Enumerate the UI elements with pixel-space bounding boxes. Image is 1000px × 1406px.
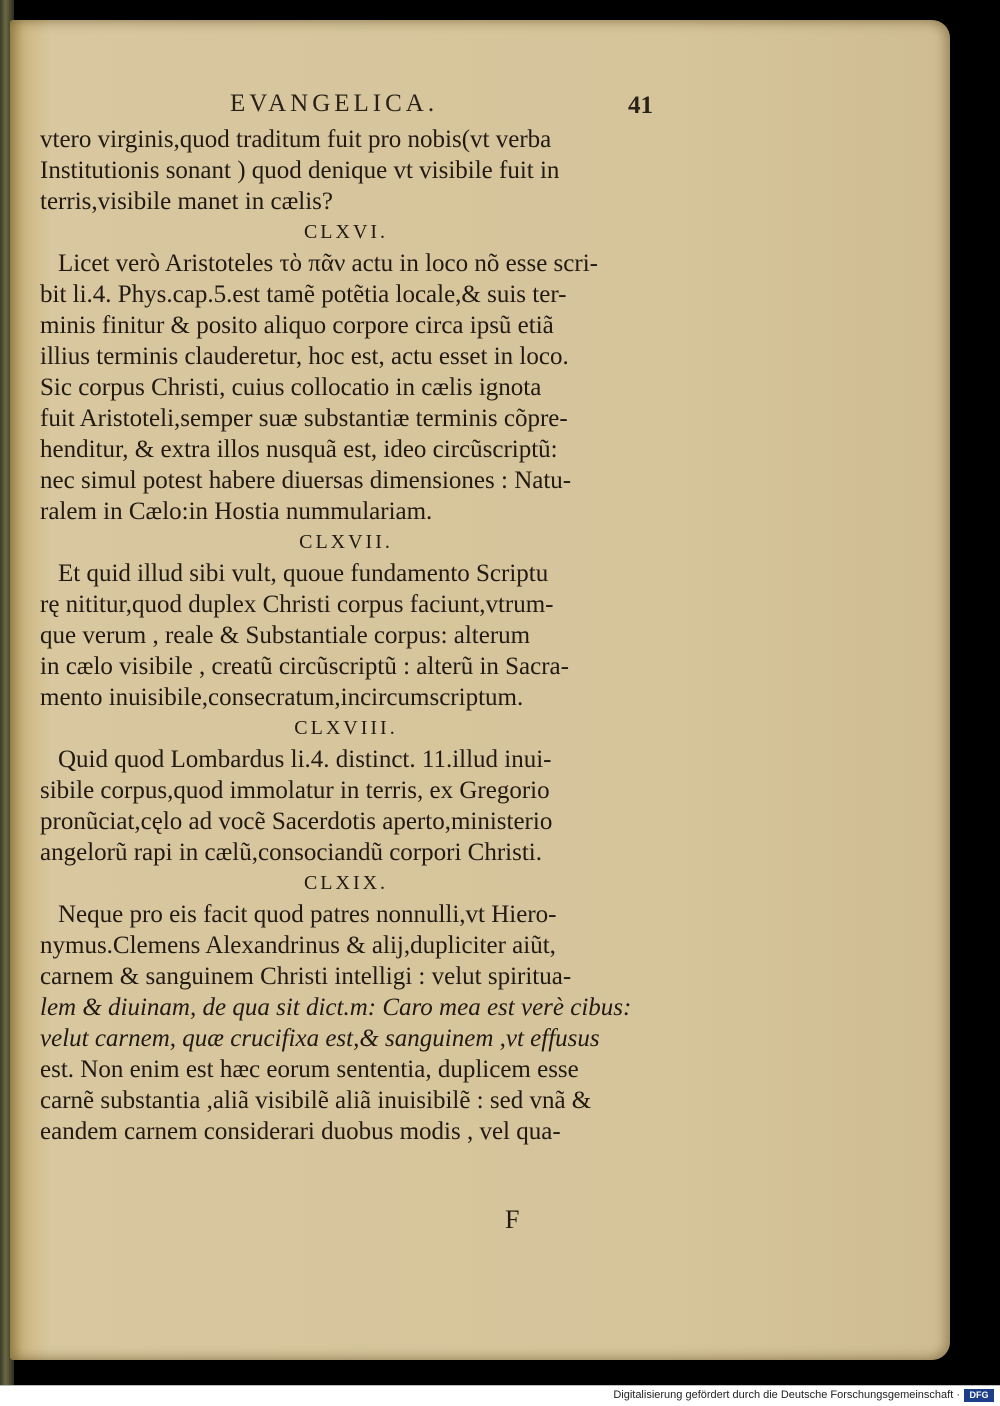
text-line: angelorũ rapi in cælũ,consociandũ corpori Christi.	[40, 839, 542, 866]
text-line: fuit Aristoteli,semper suæ substantiæ terminis cõpre-	[40, 405, 568, 432]
text-line: eandem carnem considerari duobus modis , vel qua-	[40, 1118, 561, 1145]
section-number: CLXVII.	[299, 531, 393, 553]
text-line: Quid quod Lombardus li.4. distinct. 11.illud inui-	[58, 746, 552, 773]
text-line: illius terminis clauderetur, hoc est, actu esset in loco.	[40, 343, 569, 370]
text-line: Neque pro eis facit quod patres nonnulli,vt Hiero-	[58, 901, 557, 928]
text-line: rę nititur,quod duplex Christi corpus faciunt,vtrum-	[40, 591, 554, 618]
text-line: Sic corpus Christi, cuius collocatio in cælis ignota	[40, 374, 542, 401]
running-head: EVANGELICA.	[230, 90, 439, 117]
text-line: ralem in Cælo:in Hostia nummulariam.	[40, 498, 433, 525]
text-line: in cælo visibile , creatũ circũscriptũ : alterũ in Sacra-	[40, 653, 569, 680]
text-line: que verum , reale & Substantiale corpus: alterum	[40, 622, 531, 649]
page-number: 41	[628, 92, 653, 119]
text-line: carnem & sanguinem Christi intelligi : velut spiritua-	[40, 963, 572, 990]
text-line: nec simul potest habere diuersas dimensiones : Natu-	[40, 467, 572, 494]
text-line: est. Non enim est hæc eorum sententia, duplicem esse	[40, 1056, 579, 1083]
text-line: minis finitur & posito aliquo corpore circa ipsũ etiã	[40, 312, 554, 339]
text-line: vtero virginis,quod traditum fuit pro nobis(vt verba	[40, 126, 552, 153]
text-line: henditur, & extra illos nusquã est, ideo circũscriptũ:	[40, 436, 558, 463]
section-number: CLXVI.	[303, 221, 389, 243]
dfg-logo-icon: DFG	[964, 1389, 994, 1402]
text-line: velut carnem, quæ crucifixa est,& sanguinem ,vt effusus	[40, 1025, 600, 1052]
text-line: Et quid illud sibi vult, quoue fundamento Scriptu	[58, 560, 549, 587]
text-line: bit li.4. Phys.cap.5.est tamẽ potẽtia locale,& suis ter-	[40, 281, 567, 308]
text-line: Institutionis sonant ) quod denique vt visibile fuit in	[40, 157, 560, 184]
footer-text: Digitalisierung gefördert durch die Deutsche Forschungsgemeinschaft ·	[613, 1389, 960, 1401]
text-line: carnẽ substantia ,aliã visibilẽ aliã inuisibilẽ : sed vnã &	[40, 1087, 592, 1114]
signature-mark: F	[505, 1205, 520, 1234]
footer-bar	[0, 1385, 1000, 1406]
text-line: sibile corpus,quod immolatur in terris, ex Gregorio	[40, 777, 550, 804]
section-number: CLXVIII.	[294, 717, 398, 739]
section-number: CLXIX.	[303, 872, 389, 894]
text-line: Licet verò Aristoteles τὸ πᾶν actu in loco nõ esse scri-	[58, 250, 598, 277]
text-line: terris,visibile manet in cælis?	[40, 188, 333, 215]
text-line: lem & diuinam, de qua sit dict.m: Caro mea est verè cibus:	[40, 994, 632, 1021]
text-line: pronũciat,cęlo ad vocẽ Sacerdotis aperto,ministerio	[40, 808, 553, 835]
text-line: nymus.Clemens Alexandrinus & alij,dupliciter aiũt,	[40, 932, 556, 959]
text-line: mento inuisibile,consecratum,incircumscriptum.	[40, 684, 524, 711]
body-text	[40, 124, 652, 1147]
